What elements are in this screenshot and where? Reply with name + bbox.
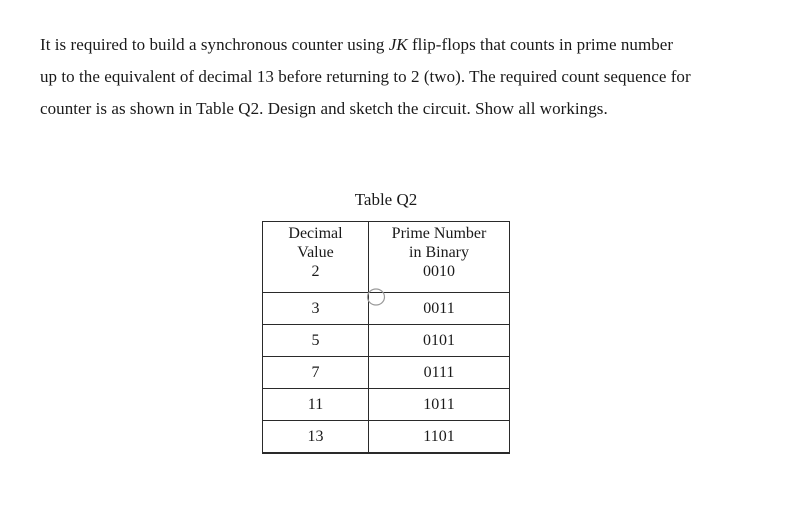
table-row — [263, 262, 510, 293]
question-line-2: up to the equivalent of decimal 13 before returning to 2 (two). The required count sequence for — [40, 67, 691, 86]
binary-cell: 0101 — [369, 325, 510, 357]
decimal-cell: 2 — [263, 262, 369, 293]
binary-cell: 1101 — [369, 421, 510, 454]
decimal-cell: 5 — [263, 325, 369, 357]
header-prime-binary: Prime Number in Binary — [369, 222, 510, 263]
question-line-1: It is required to build a synchronous counter using JK flip-flops that counts in prime number — [40, 35, 674, 54]
table-row — [263, 325, 510, 357]
decimal-cell: 13 — [263, 421, 369, 454]
binary-cell: 0111 — [369, 357, 510, 389]
binary-cell: 0011 — [369, 293, 510, 325]
decimal-cell: 11 — [263, 389, 369, 421]
decimal-cell: 7 — [263, 357, 369, 389]
count-sequence-table — [262, 221, 510, 454]
header-decimal-value: Decimal Value — [263, 222, 369, 263]
question-text — [40, 29, 760, 125]
table-caption: Table Q2 — [354, 190, 418, 209]
table-header-row — [263, 222, 510, 263]
table-row — [263, 293, 510, 325]
table-row — [263, 357, 510, 389]
question-line-3: counter is as shown in Table Q2. Design and sketch the circuit. Show all workings. — [40, 99, 608, 118]
jk-italic: JK — [388, 35, 408, 54]
binary-cell: 1011 — [369, 389, 510, 421]
table-row — [263, 421, 510, 454]
circle-cursor-icon — [366, 287, 386, 307]
decimal-cell: 3 — [263, 293, 369, 325]
table-row — [263, 389, 510, 421]
binary-cell: 0010 — [369, 262, 510, 293]
